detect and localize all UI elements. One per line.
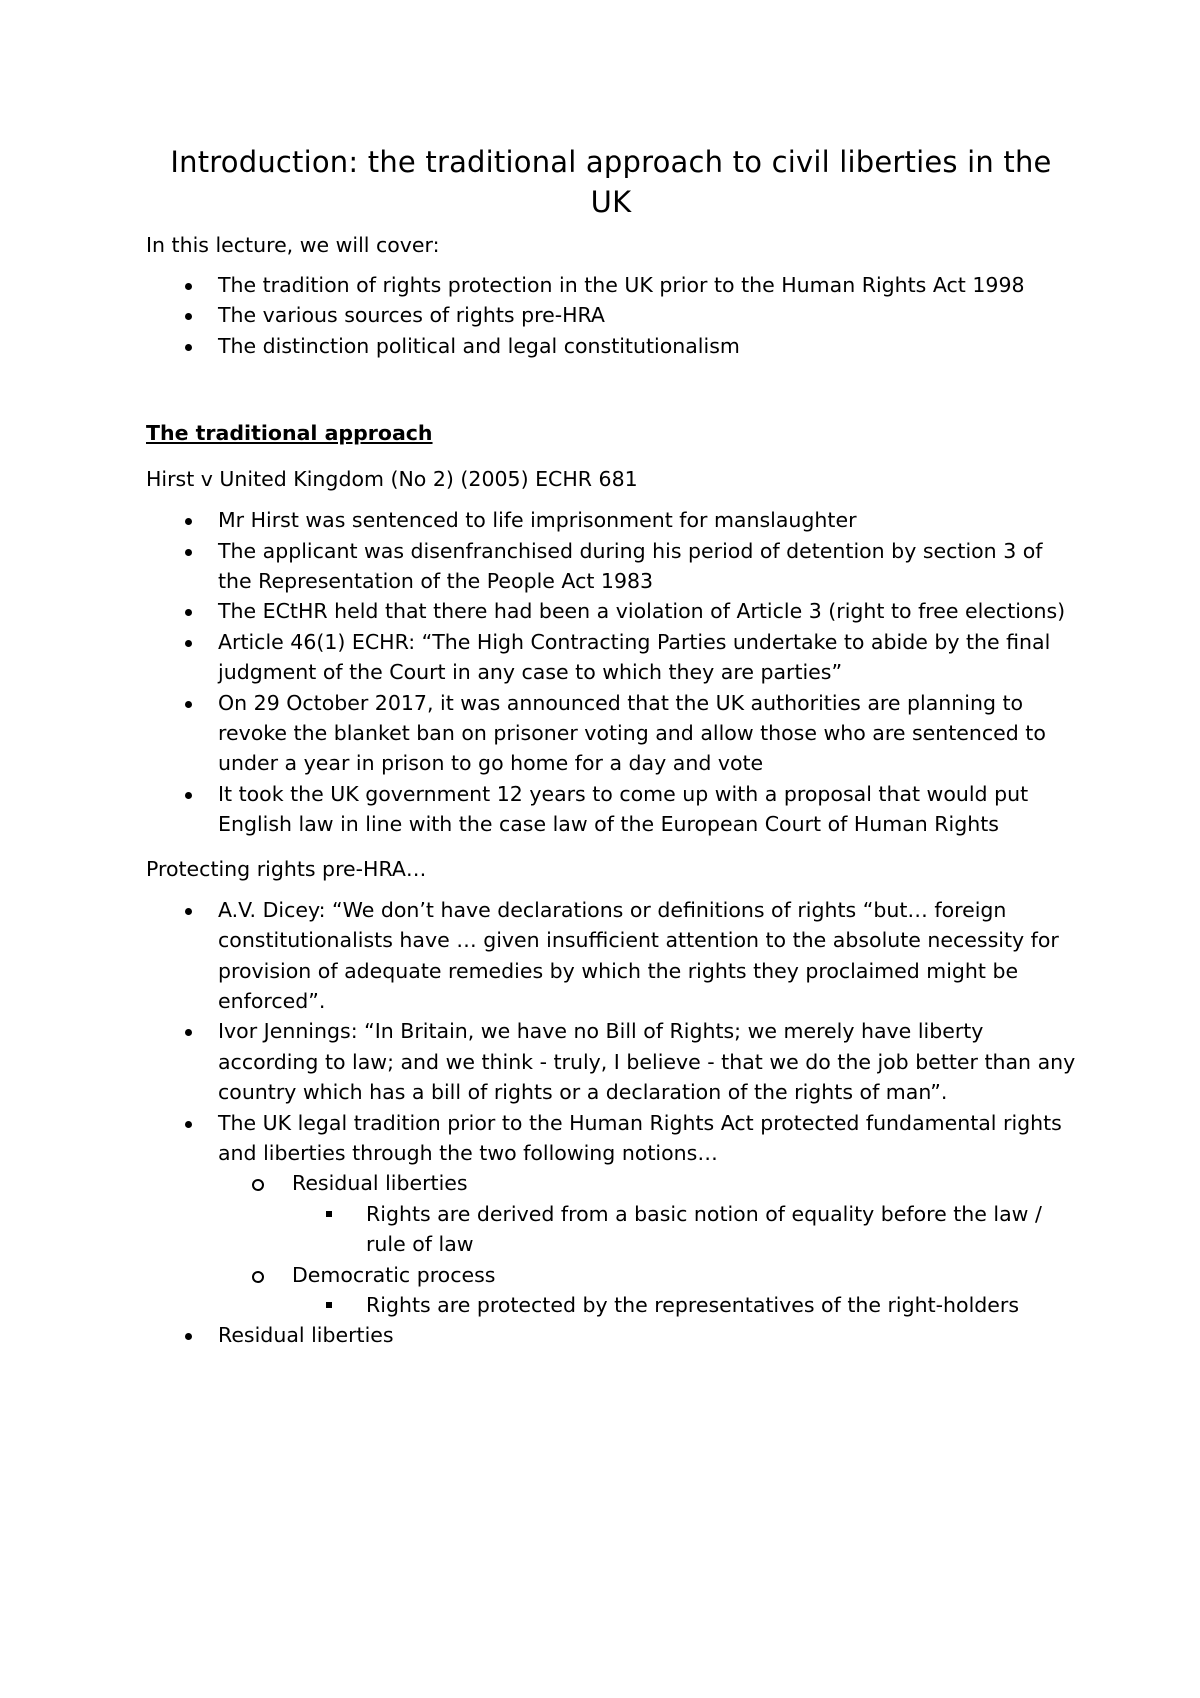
notion-detail: Rights are protected by the representatives of the right-holders [292,1290,1076,1320]
square-bullet-icon [326,1211,332,1217]
protecting-intro: Protecting rights pre-HRA… [146,856,427,881]
square-bullet-icon [326,1302,332,1308]
notions-list [218,1168,1076,1320]
hirst-list [146,505,1076,839]
bullet-icon [185,283,192,290]
notion-detail-list [292,1199,1076,1260]
bullet-icon [185,344,192,351]
jennings-item: Ivor Jennings: “In Britain, we have no Bill of Rights; we merely have liberty according to law; and we think - truly, I believe - that we do the job better than any country which has a bill of rights or a declaration of the rights of man”. [146,1016,1076,1107]
hirst-item: On 29 October 2017, it was announced that the UK authorities are planning to revoke the blanket ban on prisoner voting and allow those who are sentenced to under a year in prison to go home for a day and vote [146,688,1076,779]
bullet-icon [185,1121,192,1128]
bullet-icon [185,640,192,647]
bullet-icon [185,518,192,525]
bullet-icon [185,792,192,799]
case-citation: Hirst v United Kingdom (No 2) (2005) ECHR 681 [146,467,638,492]
bullet-icon [185,701,192,708]
notion-item: Residual liberties Rights are derived from a basic notion of equality before the law / rule of law [218,1168,1076,1259]
cover-item: The various sources of rights pre-HRA [146,300,1076,330]
ring-bullet-icon [252,1179,264,1191]
ring-bullet-icon [252,1271,264,1283]
bullet-icon [185,1029,192,1036]
hirst-item: The ECtHR held that there had been a violation of Article 3 (right to free elections) [146,596,1076,626]
residual-item: Residual liberties [146,1320,1076,1350]
notion-detail: Rights are derived from a basic notion of equality before the law / rule of law [292,1199,1076,1260]
tradition-item: The UK legal tradition prior to the Human Rights Act protected fundamental rights and liberties through the two following notions… Residual liberties Rights are derived from a basic notion of equality before the law / rule of law Democratic process Rights are protected by the representatives of the right-holders [146,1108,1076,1321]
bullet-icon [185,609,192,616]
notion-item: Democratic process Rights are protected by the representatives of the right-holders [218,1260,1076,1321]
bullet-icon [185,908,192,915]
lecture-intro: In this lecture, we will cover: [146,233,440,257]
cover-list [146,270,1076,361]
bullet-icon [185,313,192,320]
dicey-item: A.V. Dicey: “We don’t have declarations or definitions of rights “but… foreign constitutionalists have … given insufficient attention to the absolute necessity for provision of adequate remedies by which the rights they proclaimed might be enforced”. [146,895,1076,1017]
page-title: Introduction: the traditional approach to civil liberties in the UK [170,145,1052,219]
notion-detail-list [292,1290,1076,1320]
protecting-list [146,895,1076,1351]
hirst-item: Mr Hirst was sentenced to life imprisonment for manslaughter [146,505,1076,535]
hirst-item: Article 46(1) ECHR: “The High Contracting Parties undertake to abide by the final judgment of the Court in any case to which they are parties” [146,627,1076,688]
cover-item: The tradition of rights protection in the UK prior to the Human Rights Act 1998 [146,270,1076,300]
hirst-item: It took the UK government 12 years to come up with a proposal that would put English law in line with the case law of the European Court of Human Rights [146,779,1076,840]
cover-item: The distinction political and legal constitutionalism [146,331,1076,361]
hirst-item: The applicant was disenfranchised during his period of detention by section 3 of the Representation of the People Act 1983 [146,536,1076,597]
bullet-icon [185,549,192,556]
section-heading: The traditional approach [146,421,433,446]
document-body [146,142,1076,1351]
bullet-icon [185,1333,192,1340]
